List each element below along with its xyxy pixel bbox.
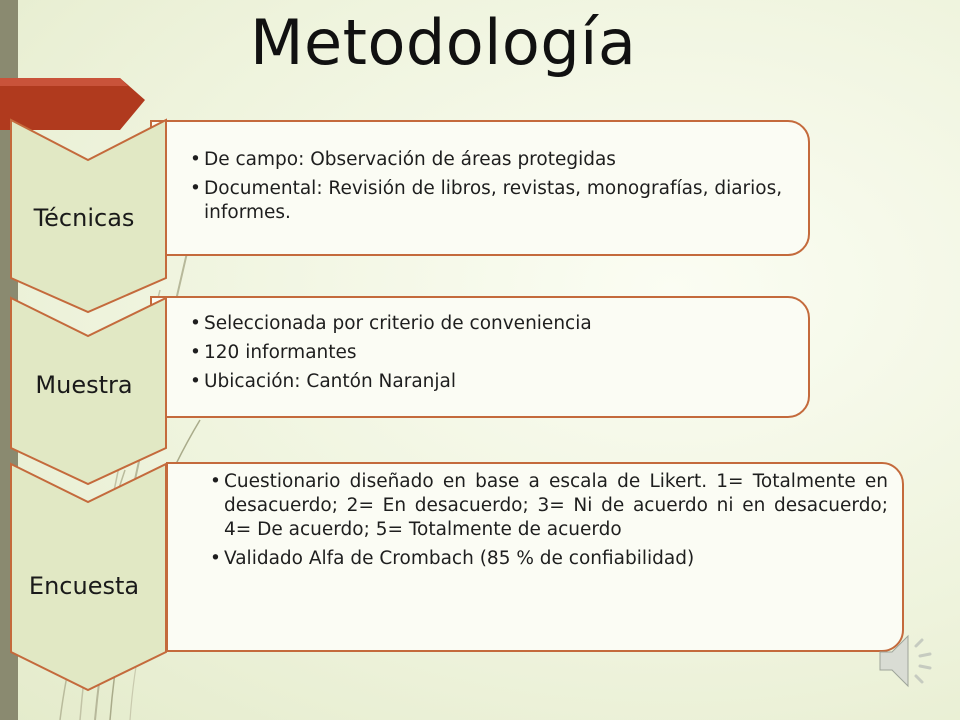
muestra-list xyxy=(182,312,788,394)
muestra-label: Muestra xyxy=(35,371,133,399)
encuesta-list xyxy=(202,470,888,571)
slide-title: Metodología xyxy=(250,6,637,79)
tecnicas-content-box xyxy=(150,120,810,256)
list-item: • Documental: Revisión de libros, revistas, monografías, diarios, informes. xyxy=(204,177,788,225)
list-item: • Cuestionario diseñado en base a escala de Likert. 1= Totalmente en desacuerdo; 2= En desacuerdo; 3= Ni de acuerdo ni en desacuerdo; 4= De acuerdo; 5= Totalmente de acuerdo xyxy=(224,470,888,542)
list-item: • Seleccionada por criterio de conveniencia xyxy=(204,312,788,336)
tecnicas-label: Técnicas xyxy=(33,204,135,232)
encuesta-label: Encuesta xyxy=(28,572,140,600)
muestra-content-box xyxy=(150,296,810,418)
encuesta-content-box xyxy=(166,462,904,652)
speaker-icon[interactable] xyxy=(876,628,938,694)
list-item: • De campo: Observación de áreas protegidas xyxy=(204,148,788,172)
list-item: • 120 informantes xyxy=(204,341,788,365)
tecnicas-list xyxy=(182,148,788,225)
list-item: • Ubicación: Cantón Naranjal xyxy=(204,370,788,394)
list-item: • Validado Alfa de Crombach (85 % de confiabilidad) xyxy=(224,547,888,571)
